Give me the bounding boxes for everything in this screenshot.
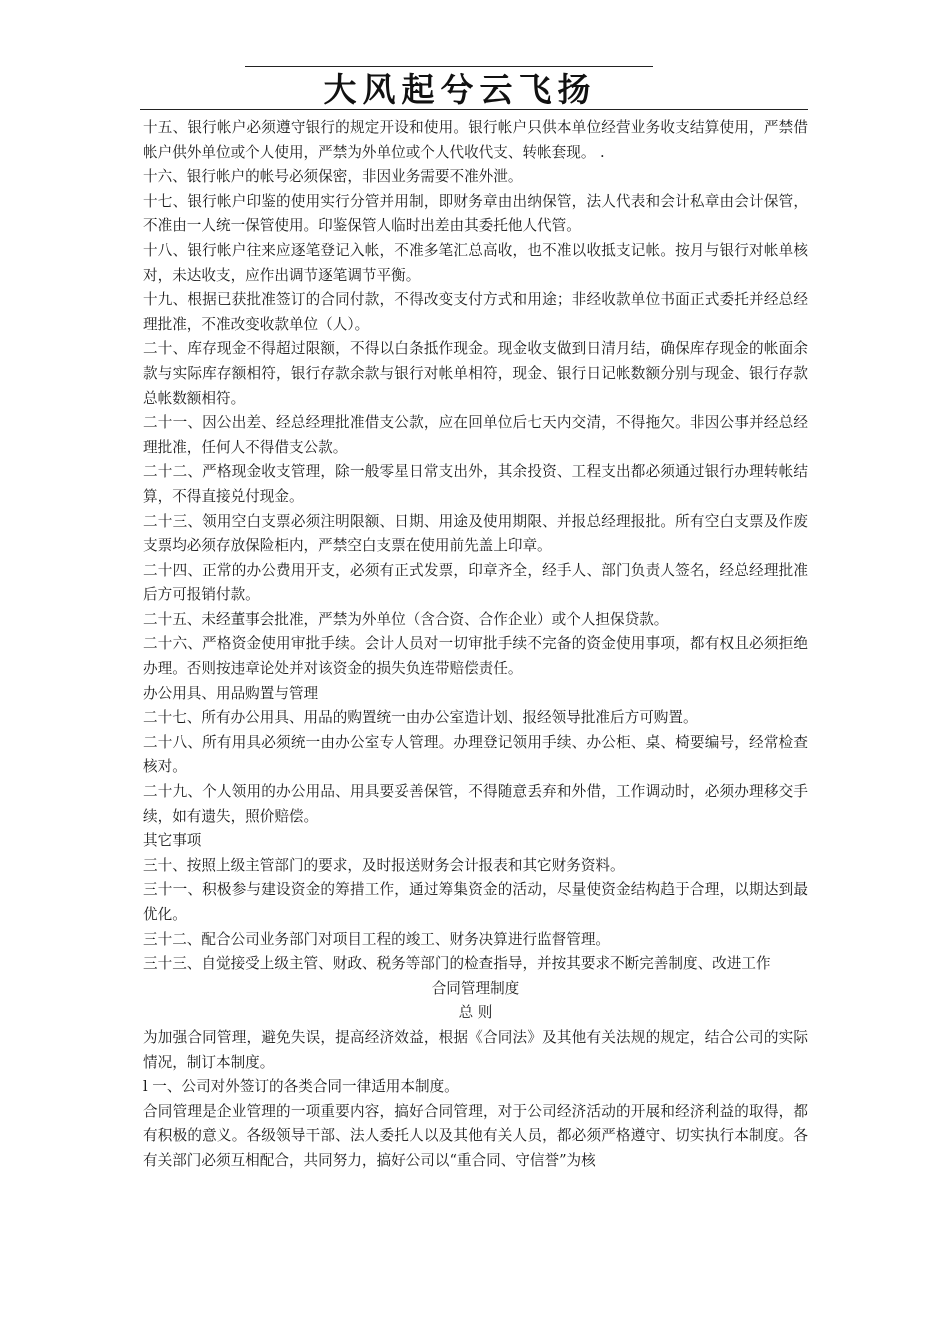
header-top-rule — [245, 66, 653, 67]
document-body — [143, 116, 808, 1174]
paragraph: 二十九、个人领用的办公用品、用具要妥善保管，不得随意丢弃和外借，工作调动时，必须办理移交手续，如有遗失，照价赔偿。 — [143, 783, 808, 825]
paragraph: 二十三、领用空白支票必须注明限额、日期、用途及使用期限、并报总经理报批。所有空白支票及作废支票均必须存放保险柜内，严禁空白支票在使用前先盖上印章。 — [143, 512, 808, 555]
paragraph: 二十四、正常的办公费用开支，必须有正式发票，印章齐全，经手人、部门负责人签名，经总经理批准后方可报销付款。 — [143, 561, 808, 604]
paragraph: 十五、银行帐户必须遵守银行的规定开设和使用。银行帐户只供本单位经营业务收支结算使用，严禁借帐户供外单位或个人使用，严禁为外单位或个人代收代支、转帐套现。 . — [143, 119, 808, 161]
section-heading: 其它事项 — [143, 832, 202, 850]
paragraph: 十七、银行帐户印鉴的使用实行分管并用制，即财务章由出纳保管，法人代表和会计私章由会计保管，不准由一人统一保管使用。印鉴保管人临时出差由其委托他人代管。 — [143, 192, 808, 235]
paragraph: 三十一、积极参与建设资金的筹措工作，通过筹集资金的活动，尽量使资金结构趋于合理，以期达到最优化。 — [143, 881, 808, 923]
paragraph: l 一、公司对外签订的各类合同一律适用本制度。 — [143, 1078, 459, 1096]
paragraph: 二十八、所有用具必须统一由办公室专人管理。办理登记领用手续、办公柜、桌、椅要编号，经常检查核对。 — [143, 733, 808, 776]
header-title: 大风起兮云飞扬 — [323, 70, 597, 109]
section-heading: 办公用具、用品购置与管理 — [143, 684, 319, 702]
paragraph: 十九、根据已获批准签订的合同付款，不得改变支付方式和用途；非经收款单位书面正式委托并经总经理批准，不准改变收款单位（人）。 — [143, 291, 808, 333]
paragraph: 三十、按照上级主管部门的要求，及时报送财务会计报表和其它财务资料。 — [143, 856, 625, 874]
paragraph: 三十三、自觉接受上级主管、财政、税务等部门的检查指导，并按其要求不断完善制度、改进工作 — [143, 955, 771, 973]
paragraph: 二十二、严格现金收支管理，除一般零星日常支出外，其余投资、工程支出都必须通过银行办理转帐结算，不得直接兑付现金。 — [143, 463, 808, 505]
paragraph: 二十六、严格资金使用审批手续。会计人员对一切审批手续不完备的资金使用事项，都有权且必须拒绝办理。否则按违章论处并对该资金的损失负连带赔偿责任。 — [143, 635, 808, 678]
paragraph: 二十七、所有办公用具、用品的购置统一由办公室造计划、报经领导批准后方可购置。 — [143, 709, 698, 727]
paragraph: 二十一、因公出差、经总经理批准借支公款，应在回单位后七天内交清，不得拖欠。非因公事并经总经理批准，任何人不得借支公款。 — [143, 414, 808, 456]
paragraph: 十六、银行帐户的帐号必须保密，非因业务需要不准外泄。 — [143, 168, 523, 186]
paragraph: 二十、库存现金不得超过限额，不得以白条抵作现金。现金收支做到日清月结，确保库存现金的帐面余款与实际库存额相符，银行存款余款与银行对帐单相符，现金、银行日记帐数额分别与现金、银行存款总帐数额相符。 — [143, 340, 808, 407]
paragraph: 合同管理是企业管理的一项重要内容，搞好合同管理，对于公司经济活动的开展和经济利益的取得，都有积极的意义。各级领导干部、法人委托人以及其他有关人员，都必须严格遵守、切实执行本制度。各有关部门必须互相配合，共同努力，搞好公司以“重合同、守信誉”为核 — [143, 1102, 808, 1169]
header-bottom-rule — [140, 109, 808, 110]
document-title: 合同管理制度 — [431, 979, 520, 997]
paragraph: 为加强合同管理，避免失误，提高经济效益，根据《合同法》及其他有关法规的规定，结合公司的实际情况，制订本制度。 — [143, 1028, 808, 1071]
paragraph: 二十五、未经董事会批准，严禁为外单位（含合资、合作企业）或个人担保贷款。 — [143, 610, 669, 628]
paragraph: 三十二、配合公司业务部门对项目工程的竣工、财务决算进行监督管理。 — [143, 930, 611, 948]
chapter-heading: 总 则 — [458, 1004, 493, 1022]
paragraph: 十八、银行帐户往来应逐笔登记入帐，不准多笔汇总高收，也不准以收抵支记帐。按月与银行对帐单核对，未达收支，应作出调节逐笔调节平衡。 — [143, 241, 808, 284]
